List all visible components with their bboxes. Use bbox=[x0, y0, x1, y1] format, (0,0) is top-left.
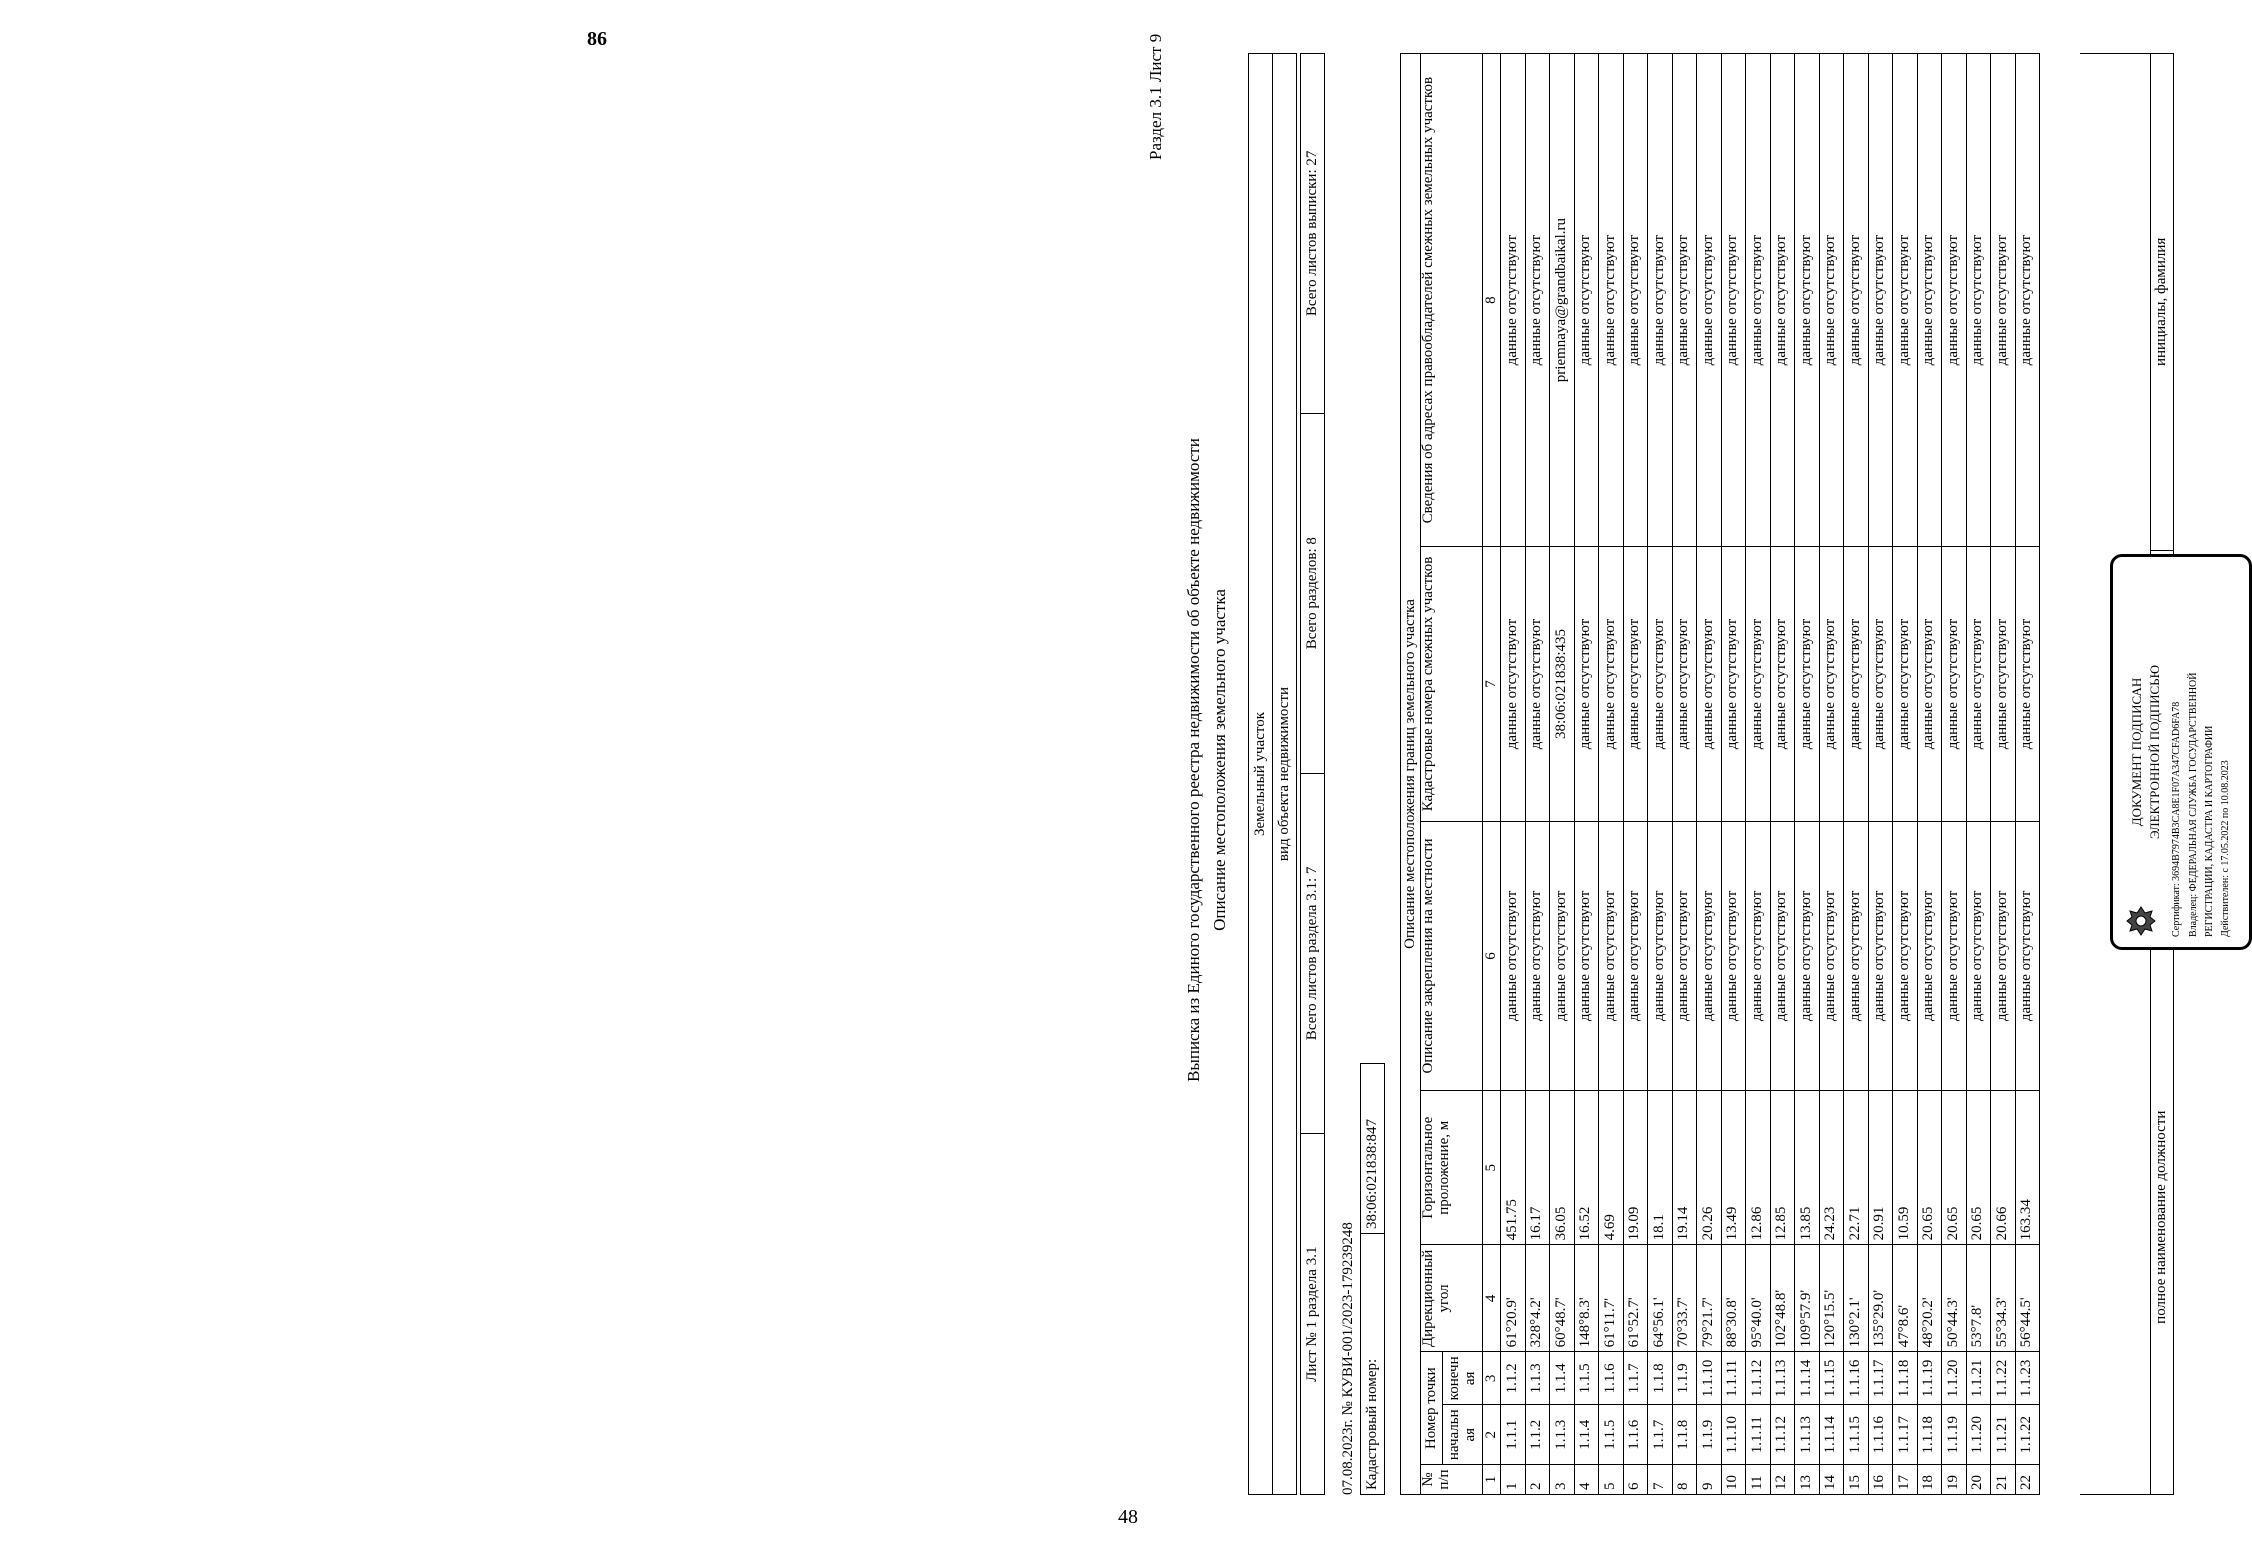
direction-angle: 47°8.6' bbox=[1893, 1245, 1918, 1352]
table-body bbox=[1501, 54, 2040, 1495]
adjacent-cadastral: данные отсутствуют bbox=[1770, 547, 1795, 822]
table-row bbox=[1917, 54, 1942, 1495]
column-number: 4 bbox=[1483, 1245, 1501, 1352]
fixing-description: данные отсутствуют bbox=[1770, 821, 1795, 1090]
fixing-description: данные отсутствуют bbox=[1599, 821, 1624, 1090]
stamp-certificate: Сертификат: 3694B7974B3CA8E1F07A347CFAD6FA78 bbox=[2171, 701, 2182, 937]
adjacent-address: данные отсутствуют bbox=[1770, 54, 1795, 547]
direction-angle: 328°4.2' bbox=[1525, 1245, 1550, 1352]
table-row bbox=[1893, 54, 1918, 1495]
point-end: 1.1.5 bbox=[1574, 1352, 1599, 1405]
adjacent-cadastral: данные отсутствуют bbox=[2015, 547, 2040, 822]
point-end: 1.1.10 bbox=[1697, 1352, 1722, 1405]
horizontal-distance: 12.85 bbox=[1770, 1091, 1795, 1245]
direction-angle: 70°33.7' bbox=[1672, 1245, 1697, 1352]
direction-angle: 56°44.5' bbox=[2015, 1245, 2040, 1352]
adjacent-address: данные отсутствуют bbox=[1525, 54, 1550, 547]
rotated-document bbox=[1100, 20, 2231, 1500]
column-number: 8 bbox=[1483, 54, 1501, 547]
table-row bbox=[1966, 54, 1991, 1495]
row-number: 9 bbox=[1697, 1465, 1722, 1495]
table-row bbox=[1672, 54, 1697, 1495]
adjacent-cadastral: данные отсутствуют bbox=[1868, 547, 1893, 822]
adjacent-cadastral: данные отсутствуют bbox=[1648, 547, 1673, 822]
point-start: 1.1.12 bbox=[1770, 1405, 1795, 1465]
cadastral-label: Кадастровый номер: bbox=[1361, 1234, 1385, 1495]
point-end: 1.1.20 bbox=[1942, 1352, 1967, 1405]
table-row bbox=[1795, 54, 1820, 1495]
cadastral-table bbox=[1360, 1063, 1385, 1495]
stamp-subtitle: ЭЛЕКТРОННОЙ ПОДПИСЬЮ bbox=[2147, 665, 2162, 839]
column-number: 7 bbox=[1483, 547, 1501, 822]
adjacent-cadastral: данные отсутствуют bbox=[1501, 547, 1526, 822]
adjacent-address: данные отсутствуют bbox=[1574, 54, 1599, 547]
point-end: 1.1.6 bbox=[1599, 1352, 1624, 1405]
point-start: 1.1.7 bbox=[1648, 1405, 1673, 1465]
fixing-description: данные отсутствуют bbox=[1819, 821, 1844, 1090]
fixing-description: данные отсутствуют bbox=[1746, 821, 1771, 1090]
direction-angle: 109°57.9' bbox=[1795, 1245, 1820, 1352]
row-number: 4 bbox=[1574, 1465, 1599, 1495]
horizontal-distance: 20.65 bbox=[1917, 1091, 1942, 1245]
fixing-description: данные отсутствуют bbox=[1893, 821, 1918, 1090]
table-row bbox=[1721, 54, 1746, 1495]
stamp-owner-cont: РЕГИСТРАЦИИ, КАДАСТРА И КАРТОГРАФИИ bbox=[2204, 725, 2215, 937]
adjacent-address: данные отсутствуют bbox=[1623, 54, 1648, 547]
row-number: 12 bbox=[1770, 1465, 1795, 1495]
point-start: 1.1.20 bbox=[1966, 1405, 1991, 1465]
direction-angle: 130°2.1' bbox=[1844, 1245, 1869, 1352]
point-start: 1.1.18 bbox=[1917, 1405, 1942, 1465]
adjacent-cadastral: данные отсутствуют bbox=[1574, 547, 1599, 822]
adjacent-address: данные отсутствуют bbox=[1501, 54, 1526, 547]
direction-angle: 120°15.5' bbox=[1819, 1245, 1844, 1352]
point-start: 1.1.15 bbox=[1844, 1405, 1869, 1465]
fixing-description: данные отсутствуют bbox=[1648, 821, 1673, 1090]
fixing-description: данные отсутствуют bbox=[1844, 821, 1869, 1090]
direction-angle: 88°30.8' bbox=[1721, 1245, 1746, 1352]
row-number: 6 bbox=[1623, 1465, 1648, 1495]
adjacent-cadastral: данные отсутствуют bbox=[1721, 547, 1746, 822]
table-row bbox=[1525, 54, 1550, 1495]
table-row bbox=[1746, 54, 1771, 1495]
direction-angle: 64°56.1' bbox=[1648, 1245, 1673, 1352]
horizontal-distance: 16.52 bbox=[1574, 1091, 1599, 1245]
fixing-description: данные отсутствуют bbox=[1991, 821, 2016, 1090]
column-number: 5 bbox=[1483, 1091, 1501, 1245]
horizontal-distance: 24.23 bbox=[1819, 1091, 1844, 1245]
point-end: 1.1.9 bbox=[1672, 1352, 1697, 1405]
boundaries-table bbox=[1400, 53, 2040, 1495]
fixing-description: данные отсутствуют bbox=[1721, 821, 1746, 1090]
horizontal-distance: 20.66 bbox=[1991, 1091, 2016, 1245]
horizontal-distance: 451.75 bbox=[1501, 1091, 1526, 1245]
point-start: 1.1.8 bbox=[1672, 1405, 1697, 1465]
horizontal-distance: 18.1 bbox=[1648, 1091, 1673, 1245]
point-start: 1.1.14 bbox=[1819, 1405, 1844, 1465]
header-point-number: Номер точки bbox=[1421, 1352, 1443, 1465]
horizontal-distance: 13.85 bbox=[1795, 1091, 1820, 1245]
point-end: 1.1.2 bbox=[1501, 1352, 1526, 1405]
direction-angle: 61°52.7' bbox=[1623, 1245, 1648, 1352]
point-start: 1.1.4 bbox=[1574, 1405, 1599, 1465]
point-end: 1.1.3 bbox=[1525, 1352, 1550, 1405]
object-type-table bbox=[1248, 53, 1297, 1495]
table-row bbox=[1819, 54, 1844, 1495]
adjacent-address: данные отсутствуют bbox=[1844, 54, 1869, 547]
adjacent-cadastral: данные отсутствуют bbox=[1819, 547, 1844, 822]
row-number: 20 bbox=[1966, 1465, 1991, 1495]
point-start: 1.1.9 bbox=[1697, 1405, 1722, 1465]
point-end: 1.1.22 bbox=[1991, 1352, 2016, 1405]
direction-angle: 102°48.8' bbox=[1770, 1245, 1795, 1352]
point-end: 1.1.15 bbox=[1819, 1352, 1844, 1405]
fixing-description: данные отсутствуют bbox=[1942, 821, 1967, 1090]
name-caption: инициалы, фамилия bbox=[2150, 54, 2173, 551]
table-row bbox=[1868, 54, 1893, 1495]
row-number: 1 bbox=[1501, 1465, 1526, 1495]
direction-angle: 95°40.0' bbox=[1746, 1245, 1771, 1352]
sheet-number: Лист № 1 раздела 3.1 bbox=[1301, 1134, 1325, 1495]
point-start: 1.1.21 bbox=[1991, 1405, 2016, 1465]
fixing-description: данные отсутствуют bbox=[1966, 821, 1991, 1090]
row-number: 11 bbox=[1746, 1465, 1771, 1495]
adjacent-cadastral: данные отсутствуют bbox=[1991, 547, 2016, 822]
point-end: 1.1.17 bbox=[1868, 1352, 1893, 1405]
table-row bbox=[1991, 54, 2016, 1495]
adjacent-cadastral: данные отсутствуют bbox=[1795, 547, 1820, 822]
page-number-top: 86 bbox=[587, 28, 607, 50]
header-point-start: начальн ая bbox=[1443, 1405, 1483, 1465]
point-start: 1.1.5 bbox=[1599, 1405, 1624, 1465]
direction-angle: 50°44.3' bbox=[1942, 1245, 1967, 1352]
header-adjacent-cadastral: Кадастровые номера смежных участков bbox=[1421, 547, 1483, 822]
table-row bbox=[1501, 54, 1526, 1495]
row-number: 13 bbox=[1795, 1465, 1820, 1495]
adjacent-address: данные отсутствуют bbox=[1672, 54, 1697, 547]
adjacent-cadastral: данные отсутствуют bbox=[1966, 547, 1991, 822]
adjacent-cadastral: 38:06:021838:435 bbox=[1550, 547, 1575, 822]
point-end: 1.1.21 bbox=[1966, 1352, 1991, 1405]
point-start: 1.1.13 bbox=[1795, 1405, 1820, 1465]
page-number-bottom: 48 bbox=[1118, 1506, 1138, 1528]
row-number: 17 bbox=[1893, 1465, 1918, 1495]
point-end: 1.1.13 bbox=[1770, 1352, 1795, 1405]
point-end: 1.1.8 bbox=[1648, 1352, 1673, 1405]
point-start: 1.1.2 bbox=[1525, 1405, 1550, 1465]
point-start: 1.1.11 bbox=[1746, 1405, 1771, 1465]
horizontal-distance: 22.71 bbox=[1844, 1091, 1869, 1245]
horizontal-distance: 19.14 bbox=[1672, 1091, 1697, 1245]
adjacent-address: данные отсутствуют bbox=[1819, 54, 1844, 547]
horizontal-distance: 12.86 bbox=[1746, 1091, 1771, 1245]
fixing-description: данные отсутствуют bbox=[1917, 821, 1942, 1090]
point-start: 1.1.3 bbox=[1550, 1405, 1575, 1465]
cadastral-number: 38:06:021838:847 bbox=[1361, 1064, 1385, 1234]
horizontal-distance: 20.91 bbox=[1868, 1091, 1893, 1245]
adjacent-address: данные отсутствуют bbox=[1991, 54, 2016, 547]
row-number: 18 bbox=[1917, 1465, 1942, 1495]
horizontal-distance: 20.65 bbox=[1966, 1091, 1991, 1245]
row-number: 8 bbox=[1672, 1465, 1697, 1495]
table-row bbox=[1574, 54, 1599, 1495]
point-end: 1.1.7 bbox=[1623, 1352, 1648, 1405]
sheet-info-table bbox=[1300, 53, 1325, 1495]
adjacent-address: priemnaya@grandbaikal.ru bbox=[1550, 54, 1575, 547]
header-adjacent-addresses: Сведения об адресах правообладателей смежных земельных участков bbox=[1421, 54, 1483, 547]
point-end: 1.1.23 bbox=[2015, 1352, 2040, 1405]
object-type-caption: вид объекта недвижимости bbox=[1273, 54, 1297, 1495]
header-point-end: конечн ая bbox=[1443, 1352, 1483, 1405]
fixing-description: данные отсутствуют bbox=[2015, 821, 2040, 1090]
column-number: 6 bbox=[1483, 821, 1501, 1090]
table-row bbox=[1648, 54, 1673, 1495]
point-end: 1.1.12 bbox=[1746, 1352, 1771, 1405]
document-subtitle: Описание местоположения земельного участка bbox=[1210, 589, 1229, 931]
stamp-owner: Владелец: ФЕДЕРАЛЬНАЯ СЛУЖБА ГОСУДАРСТВЕННОЙ bbox=[2188, 672, 2199, 937]
row-number: 16 bbox=[1868, 1465, 1893, 1495]
fixing-description: данные отсутствуют bbox=[1795, 821, 1820, 1090]
stamp-validity: Действителен: с 17.05.2022 по 10.08.2023 bbox=[2220, 760, 2231, 937]
point-start: 1.1.1 bbox=[1501, 1405, 1526, 1465]
direction-angle: 61°20.9' bbox=[1501, 1245, 1526, 1352]
point-end: 1.1.19 bbox=[1917, 1352, 1942, 1405]
table-row bbox=[1697, 54, 1722, 1495]
adjacent-address: данные отсутствуют bbox=[1746, 54, 1771, 547]
adjacent-cadastral: данные отсутствуют bbox=[1893, 547, 1918, 822]
direction-angle: 79°21.7' bbox=[1697, 1245, 1722, 1352]
fixing-description: данные отсутствуют bbox=[1672, 821, 1697, 1090]
header-horizontal: Горизонтальное проложение, м bbox=[1421, 1091, 1483, 1245]
horizontal-distance: 20.65 bbox=[1942, 1091, 1967, 1245]
table-row bbox=[1844, 54, 1869, 1495]
sheets-in-section: Всего листов раздела 3.1: 7 bbox=[1301, 773, 1325, 1134]
adjacent-address: данные отсутствуют bbox=[1893, 54, 1918, 547]
position-field bbox=[2080, 940, 2150, 1495]
row-number: 7 bbox=[1648, 1465, 1673, 1495]
direction-angle: 148°8.3' bbox=[1574, 1245, 1599, 1352]
direction-angle: 55°34.3' bbox=[1991, 1245, 2016, 1352]
column-number: 1 bbox=[1483, 1465, 1501, 1495]
electronic-signature-stamp bbox=[2110, 554, 2252, 950]
direction-angle: 135°29.0' bbox=[1868, 1245, 1893, 1352]
adjacent-cadastral: данные отсутствуют bbox=[1525, 547, 1550, 822]
adjacent-cadastral: данные отсутствуют bbox=[1917, 547, 1942, 822]
horizontal-distance: 19.09 bbox=[1623, 1091, 1648, 1245]
table-row bbox=[1770, 54, 1795, 1495]
table-row bbox=[1623, 54, 1648, 1495]
date-number: 07.08.2023г. № КУВИ-001/2023-179239248 bbox=[1340, 1222, 1356, 1495]
adjacent-cadastral: данные отсутствуют bbox=[1623, 547, 1648, 822]
header-direction-angle: Дирекционный угол bbox=[1421, 1245, 1483, 1352]
point-start: 1.1.17 bbox=[1893, 1405, 1918, 1465]
adjacent-address: данные отсутствуют bbox=[1648, 54, 1673, 547]
direction-angle: 60°48.7' bbox=[1550, 1245, 1575, 1352]
horizontal-distance: 16.17 bbox=[1525, 1091, 1550, 1245]
row-number: 3 bbox=[1550, 1465, 1575, 1495]
point-end: 1.1.16 bbox=[1844, 1352, 1869, 1405]
row-number: 21 bbox=[1991, 1465, 2016, 1495]
direction-angle: 53°7.8' bbox=[1966, 1245, 1991, 1352]
adjacent-cadastral: данные отсутствуют bbox=[1844, 547, 1869, 822]
point-end: 1.1.4 bbox=[1550, 1352, 1575, 1405]
horizontal-distance: 36.05 bbox=[1550, 1091, 1575, 1245]
header-fixing: Описание закрепления на местности bbox=[1421, 821, 1483, 1090]
point-start: 1.1.16 bbox=[1868, 1405, 1893, 1465]
fixing-description: данные отсутствуют bbox=[1501, 821, 1526, 1090]
adjacent-address: данные отсутствуют bbox=[1868, 54, 1893, 547]
point-end: 1.1.14 bbox=[1795, 1352, 1820, 1405]
adjacent-cadastral: данные отсутствуют bbox=[1672, 547, 1697, 822]
position-caption: полное наименование должности bbox=[2150, 940, 2173, 1495]
adjacent-address: данные отсутствуют bbox=[1795, 54, 1820, 547]
row-number: 2 bbox=[1525, 1465, 1550, 1495]
row-number: 15 bbox=[1844, 1465, 1869, 1495]
fixing-description: данные отсутствуют bbox=[1623, 821, 1648, 1090]
row-number: 10 bbox=[1721, 1465, 1746, 1495]
point-end: 1.1.11 bbox=[1721, 1352, 1746, 1405]
point-start: 1.1.10 bbox=[1721, 1405, 1746, 1465]
adjacent-address: данные отсутствуют bbox=[2015, 54, 2040, 547]
row-number: 5 bbox=[1599, 1465, 1624, 1495]
adjacent-address: данные отсутствуют bbox=[1721, 54, 1746, 547]
column-number: 3 bbox=[1483, 1352, 1501, 1405]
adjacent-address: данные отсутствуют bbox=[1942, 54, 1967, 547]
horizontal-distance: 13.49 bbox=[1721, 1091, 1746, 1245]
object-type: Земельный участок bbox=[1249, 54, 1273, 1495]
fixing-description: данные отсутствуют bbox=[1868, 821, 1893, 1090]
horizontal-distance: 4.69 bbox=[1599, 1091, 1624, 1245]
point-start: 1.1.6 bbox=[1623, 1405, 1648, 1465]
horizontal-distance: 10.59 bbox=[1893, 1091, 1918, 1245]
direction-angle: 61°11.7' bbox=[1599, 1245, 1624, 1352]
adjacent-address: данные отсутствуют bbox=[1917, 54, 1942, 547]
point-end: 1.1.18 bbox=[1893, 1352, 1918, 1405]
point-start: 1.1.19 bbox=[1942, 1405, 1967, 1465]
adjacent-address: данные отсутствуют bbox=[1966, 54, 1991, 547]
header-number: № п/п bbox=[1421, 1465, 1483, 1495]
table-row bbox=[1942, 54, 1967, 1495]
fixing-description: данные отсутствуют bbox=[1550, 821, 1575, 1090]
row-number: 19 bbox=[1942, 1465, 1967, 1495]
adjacent-cadastral: данные отсутствуют bbox=[1697, 547, 1722, 822]
sections-total: Всего разделов: 8 bbox=[1301, 413, 1325, 773]
horizontal-distance: 163.34 bbox=[2015, 1091, 2040, 1245]
section-label: Раздел 3.1 Лист 9 bbox=[1146, 33, 1165, 160]
column-number: 2 bbox=[1483, 1405, 1501, 1465]
table-title: Описание местоположения границ земельного участка bbox=[1401, 54, 1421, 1495]
sheets-total: Всего листов выписки: 27 bbox=[1301, 54, 1325, 414]
adjacent-address: данные отсутствуют bbox=[1697, 54, 1722, 547]
table-row bbox=[2015, 54, 2040, 1495]
row-number: 14 bbox=[1819, 1465, 1844, 1495]
adjacent-address: данные отсутствуют bbox=[1599, 54, 1624, 547]
adjacent-cadastral: данные отсутствуют bbox=[1599, 547, 1624, 822]
document-title: Выписка из Единого государственного реестра недвижимости об объекте недвижимости bbox=[1184, 438, 1203, 1082]
adjacent-cadastral: данные отсутствуют bbox=[1746, 547, 1771, 822]
stamp-title: ДОКУМЕНТ ПОДПИСАН bbox=[2129, 677, 2144, 827]
name-field bbox=[2080, 54, 2150, 551]
table-row bbox=[1599, 54, 1624, 1495]
fixing-description: данные отсутствуют bbox=[1697, 821, 1722, 1090]
fixing-description: данные отсутствуют bbox=[1574, 821, 1599, 1090]
point-start: 1.1.22 bbox=[2015, 1405, 2040, 1465]
direction-angle: 48°20.2' bbox=[1917, 1245, 1942, 1352]
table-row bbox=[1550, 54, 1575, 1495]
fixing-description: данные отсутствуют bbox=[1525, 821, 1550, 1090]
adjacent-cadastral: данные отсутствуют bbox=[1942, 547, 1967, 822]
row-number: 22 bbox=[2015, 1465, 2040, 1495]
horizontal-distance: 20.26 bbox=[1697, 1091, 1722, 1245]
